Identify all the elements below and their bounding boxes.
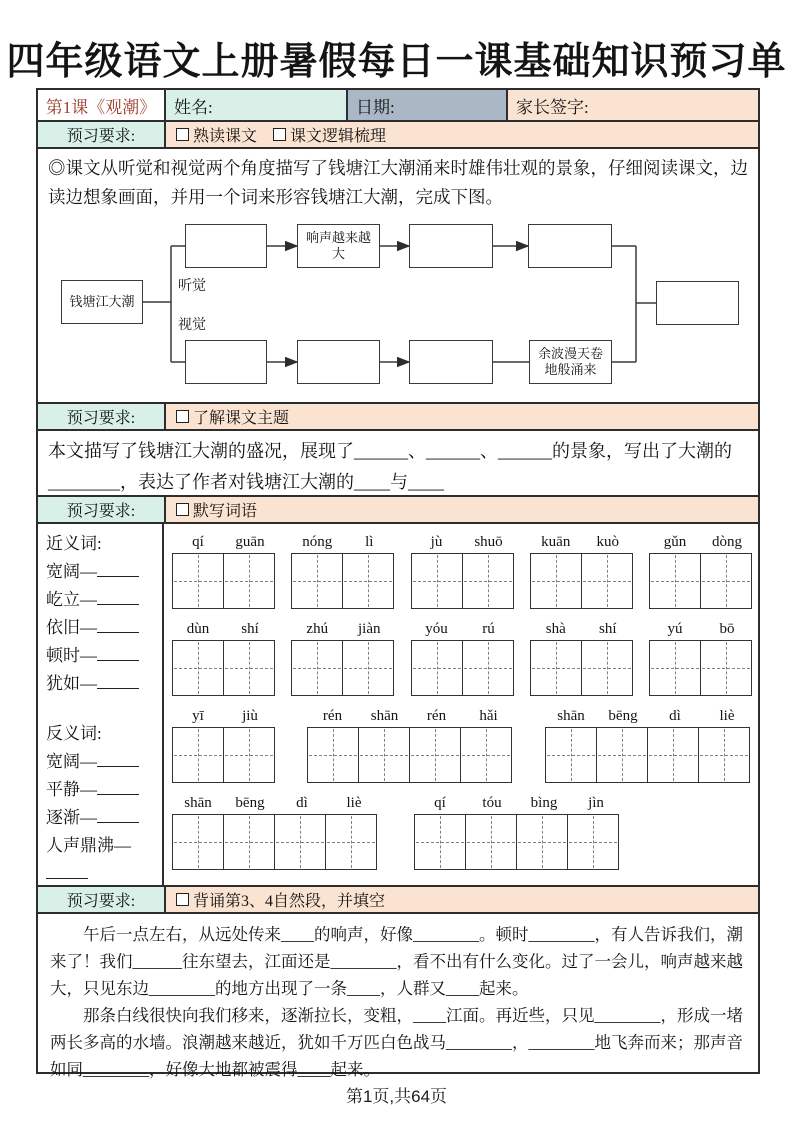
requirement-text: 了解课文主题 xyxy=(193,410,290,427)
writing-grid xyxy=(172,553,276,609)
writing-grid-cell xyxy=(172,727,224,783)
flowchart-top-box-2: 响声越来越大 xyxy=(297,224,380,268)
word-pair xyxy=(46,776,158,804)
writing-grid-cell xyxy=(545,727,597,783)
writing-grid-cell xyxy=(700,553,752,609)
requirement-item xyxy=(273,123,386,146)
word-text: 平静— xyxy=(46,780,97,799)
word-text: 宽阔— xyxy=(46,562,97,581)
writing-grid-cell xyxy=(223,640,275,696)
checkbox-icon xyxy=(176,410,189,423)
requirement-text: 熟读课文 xyxy=(193,128,258,145)
blank-line xyxy=(97,591,139,605)
word-text: 犹如— xyxy=(46,674,97,693)
pinyin-syllable: rén xyxy=(322,708,343,724)
pinyin-syllable: kuān xyxy=(541,534,571,550)
writing-grid-cell xyxy=(172,553,224,609)
pinyin-labels xyxy=(530,534,634,551)
pinyin-labels xyxy=(291,621,395,638)
word-pair xyxy=(46,642,158,670)
writing-grid-cell xyxy=(307,727,359,783)
requirement-label: 预习要求: xyxy=(38,122,164,147)
header-row xyxy=(38,90,758,120)
writing-grid xyxy=(530,640,634,696)
pinyin-syllable: dòng xyxy=(712,534,742,550)
word-pair xyxy=(46,614,158,642)
writing-grid-cell xyxy=(530,640,582,696)
flowchart-final-box xyxy=(656,281,739,325)
pinyin-word-group xyxy=(545,708,753,783)
worksheet-table xyxy=(36,88,760,1079)
pinyin-labels xyxy=(411,534,515,551)
word-pairs-column xyxy=(38,524,164,885)
blank-line xyxy=(97,809,139,823)
checkbox-icon xyxy=(176,503,189,516)
word-text: 依旧— xyxy=(46,618,97,637)
intro-paragraph: ◎课文从听觉和视觉两个角度描写了钱塘江大潮涌来时雄伟壮观的景象，仔细阅读课文，边读边想象画面，并用一个词来形容钱塘江大潮，完成下图。 xyxy=(48,158,748,207)
pinyin-syllable: yú xyxy=(667,621,683,637)
pinyin-syllable: dùn xyxy=(186,621,210,637)
blank-line xyxy=(97,563,139,577)
writing-grid xyxy=(307,727,515,783)
writing-grid-cell xyxy=(223,553,275,609)
flowchart-bottom-box-4: 余波漫天卷地般涌来 xyxy=(529,340,612,384)
writing-grid-cell xyxy=(649,640,701,696)
writing-grid xyxy=(545,727,753,783)
writing-grid xyxy=(414,814,622,870)
antonyms-list xyxy=(46,748,158,888)
pinyin-word-group xyxy=(414,795,622,870)
pinyin-labels xyxy=(172,621,276,638)
writing-grid-cell xyxy=(223,814,275,870)
blank-line xyxy=(97,619,139,633)
pinyin-word-group xyxy=(172,795,380,870)
pinyin-word-group xyxy=(172,621,276,696)
pinyin-syllable: jiàn xyxy=(358,621,381,637)
writing-grid-cell xyxy=(409,727,461,783)
pinyin-syllable: lì xyxy=(365,534,374,550)
pinyin-labels xyxy=(172,534,276,551)
writing-grid-cell xyxy=(172,640,224,696)
pinyin-syllable: bēng xyxy=(235,795,265,811)
pinyin-word-group xyxy=(172,708,276,783)
pinyin-row xyxy=(172,534,753,609)
writing-grid xyxy=(411,640,515,696)
requirement-checkboxes xyxy=(164,404,758,429)
writing-grid-cell xyxy=(465,814,517,870)
writing-grid-cell xyxy=(274,814,326,870)
flowchart-bottom-box-1 xyxy=(185,340,267,384)
writing-grid xyxy=(649,640,753,696)
requirement-item xyxy=(176,498,257,521)
writing-grid-cell xyxy=(516,814,568,870)
word-pair xyxy=(46,670,158,698)
pinyin-syllable: hǎi xyxy=(479,708,498,724)
pinyin-syllable: liè xyxy=(719,708,735,724)
pinyin-syllable: shān xyxy=(184,795,212,811)
checkbox-icon xyxy=(273,128,286,141)
pinyin-labels xyxy=(414,795,622,812)
word-pair xyxy=(46,804,158,832)
writing-grid-cell xyxy=(358,727,410,783)
pinyin-syllable: shān xyxy=(370,708,399,724)
flowchart-branch-label-hearing: 听觉 xyxy=(178,279,206,294)
writing-grid xyxy=(291,640,395,696)
pinyin-labels xyxy=(649,534,753,551)
words-section xyxy=(38,522,758,885)
synonyms-title: 近义词: xyxy=(46,534,102,553)
requirement-row-3 xyxy=(38,495,758,522)
pinyin-word-group xyxy=(291,534,395,609)
requirement-text: 背诵第3、4自然段，并填空 xyxy=(193,893,386,910)
writing-grid-cell xyxy=(223,727,275,783)
pinyin-syllable: dì xyxy=(296,795,308,811)
pinyin-syllable: bēng xyxy=(608,708,638,724)
blank-line xyxy=(97,753,139,767)
writing-grid-cell xyxy=(414,814,466,870)
writing-grid-cell xyxy=(342,553,394,609)
writing-grid-cell xyxy=(462,553,514,609)
name-field-label: 姓名: xyxy=(164,90,346,120)
pinyin-labels xyxy=(649,621,753,638)
pinyin-labels xyxy=(172,708,276,725)
pinyin-row xyxy=(172,708,753,783)
pinyin-syllable: shà xyxy=(545,621,566,637)
blank-line xyxy=(97,675,139,689)
requirement-item xyxy=(176,405,289,428)
blank-line xyxy=(46,865,88,879)
recite-paragraph-1: 午后一点左右，从远处传来____的响声，好像________。顿时________，有人告诉我们，潮来了！我们______往东望去，江面还是________，看不出有什么变化。过了一会儿，响声越来越大，只见东边________的地方出现了一条____，人群又____起来。 xyxy=(50,925,743,998)
pinyin-word-group xyxy=(649,534,753,609)
writing-grid-cell xyxy=(411,553,463,609)
pinyin-word-group xyxy=(530,534,634,609)
requirement-row-1 xyxy=(38,120,758,147)
flowchart-top-box-3 xyxy=(409,224,493,268)
writing-grid-cell xyxy=(291,640,343,696)
pinyin-syllable: qí xyxy=(192,534,204,550)
pinyin-row xyxy=(172,795,753,870)
requirement-item xyxy=(176,123,257,146)
writing-grid xyxy=(291,553,395,609)
pinyin-syllable: guān xyxy=(235,534,265,550)
writing-grid-cell xyxy=(581,640,633,696)
pinyin-syllable: rén xyxy=(426,708,447,724)
pinyin-labels xyxy=(530,621,634,638)
pinyin-syllable: qí xyxy=(434,795,446,811)
pinyin-word-group xyxy=(530,621,634,696)
pinyin-syllable: shí xyxy=(598,621,617,637)
pinyin-syllable: nóng xyxy=(302,534,333,550)
pinyin-grid-area xyxy=(164,524,758,885)
pinyin-word-group xyxy=(411,534,515,609)
pinyin-syllable: kuò xyxy=(596,534,619,550)
requirement-label: 预习要求: xyxy=(38,497,164,522)
recite-paragraph-2: 那条白线很快向我们移来，逐渐拉长，变粗，____江面。再近些，只见________，形成一堵两长多高的水墙。浪潮越来越近，犹如千万匹白色战马________，________地飞奔而来；那声音如同________，好像大地都被震得____起来。 xyxy=(50,1006,743,1079)
pinyin-syllable: dì xyxy=(669,708,681,724)
writing-grid xyxy=(172,814,380,870)
page-number: 第1页,共64页 xyxy=(345,1087,448,1106)
blank-line xyxy=(97,781,139,795)
writing-grid-cell xyxy=(698,727,750,783)
writing-grid-cell xyxy=(172,814,224,870)
writing-grid-cell xyxy=(567,814,619,870)
writing-grid-cell xyxy=(325,814,377,870)
pinyin-labels xyxy=(545,708,753,725)
writing-grid-cell xyxy=(460,727,512,783)
pinyin-syllable: tóu xyxy=(482,795,502,811)
checkbox-icon xyxy=(176,893,189,906)
pinyin-syllable: bìng xyxy=(530,795,558,811)
pinyin-labels xyxy=(307,708,515,725)
writing-grid-cell xyxy=(649,553,701,609)
flowchart-root-box: 钱塘江大潮 xyxy=(61,280,143,324)
writing-grid-cell xyxy=(581,553,633,609)
writing-grid-cell xyxy=(342,640,394,696)
theme-paragraph: 本文描写了钱塘江大潮的盛况，展现了______、______、______的景象，写出了大潮的________，表达了作者对钱塘江大潮的____与____ xyxy=(48,441,732,492)
writing-grid-cell xyxy=(596,727,648,783)
signature-field-label: 家长签字: xyxy=(506,90,758,120)
pinyin-word-group xyxy=(411,621,515,696)
writing-grid-cell xyxy=(462,640,514,696)
flowchart-bottom-box-3 xyxy=(409,340,493,384)
pinyin-syllable: yī xyxy=(192,708,204,724)
word-pair xyxy=(46,586,158,614)
theme-section xyxy=(38,429,758,495)
pinyin-syllable: jù xyxy=(430,534,443,550)
word-text: 屹立— xyxy=(46,590,97,609)
writing-grid-cell xyxy=(700,640,752,696)
writing-grid xyxy=(649,553,753,609)
spacer xyxy=(46,698,158,720)
requirement-text: 课文逻辑梳理 xyxy=(290,128,387,145)
pinyin-syllable: zhú xyxy=(306,621,329,637)
flowchart-bottom-box-2 xyxy=(297,340,380,384)
pinyin-labels xyxy=(291,534,395,551)
requirement-label: 预习要求: xyxy=(38,404,164,429)
pinyin-syllable: jiù xyxy=(242,708,258,724)
requirement-checkboxes xyxy=(164,497,758,522)
flowchart-top-box-4 xyxy=(528,224,612,268)
pinyin-syllable: gǔn xyxy=(663,534,687,550)
requirement-row-4 xyxy=(38,885,758,912)
lesson-title: 第1课《观潮》 xyxy=(38,90,164,120)
requirement-text: 默写词语 xyxy=(193,503,258,520)
pinyin-syllable: bō xyxy=(719,621,735,637)
flowchart-diagram xyxy=(48,215,748,407)
date-field-label: 日期: xyxy=(346,90,506,120)
writing-grid-cell xyxy=(411,640,463,696)
pinyin-syllable: shí xyxy=(241,621,259,637)
writing-grid xyxy=(411,553,515,609)
writing-grid-cell xyxy=(291,553,343,609)
word-text: 宽阔— xyxy=(46,752,97,771)
blank-line xyxy=(97,647,139,661)
pinyin-word-group xyxy=(649,621,753,696)
pinyin-word-group xyxy=(307,708,515,783)
writing-grid-cell xyxy=(530,553,582,609)
word-text: 顿时— xyxy=(46,646,97,665)
word-pair xyxy=(46,832,158,888)
pinyin-word-group xyxy=(172,534,276,609)
word-text: 人声鼎沸— xyxy=(46,836,131,855)
pinyin-syllable: rú xyxy=(482,621,495,637)
requirement-checkboxes xyxy=(164,122,758,147)
requirement-label: 预习要求: xyxy=(38,887,164,912)
antonyms-title: 反义词: xyxy=(46,724,102,743)
pinyin-syllable: shān xyxy=(557,708,585,724)
flowchart-top-box-1 xyxy=(185,224,267,268)
pinyin-syllable: shuō xyxy=(474,534,503,550)
page-title: 四年级语文上册暑假每日一课基础知识预习单 xyxy=(6,41,787,83)
pinyin-syllable: yóu xyxy=(425,621,448,637)
pinyin-row xyxy=(172,621,753,696)
intro-section xyxy=(38,147,758,402)
pinyin-labels xyxy=(172,795,380,812)
pinyin-syllable: liè xyxy=(346,795,362,811)
writing-grid xyxy=(172,640,276,696)
requirement-item xyxy=(176,888,385,911)
writing-grid xyxy=(172,727,276,783)
checkbox-icon xyxy=(176,128,189,141)
flowchart-branch-label-sight: 视觉 xyxy=(178,318,206,333)
pinyin-word-group xyxy=(291,621,395,696)
recite-section xyxy=(38,912,758,1079)
writing-grid-cell xyxy=(647,727,699,783)
writing-grid xyxy=(530,553,634,609)
word-pair xyxy=(46,558,158,586)
pinyin-syllable: jìn xyxy=(588,795,604,811)
word-pair xyxy=(46,748,158,776)
pinyin-labels xyxy=(411,621,515,638)
word-text: 逐渐— xyxy=(46,808,97,827)
synonyms-list xyxy=(46,558,158,698)
requirement-checkboxes xyxy=(164,887,758,912)
